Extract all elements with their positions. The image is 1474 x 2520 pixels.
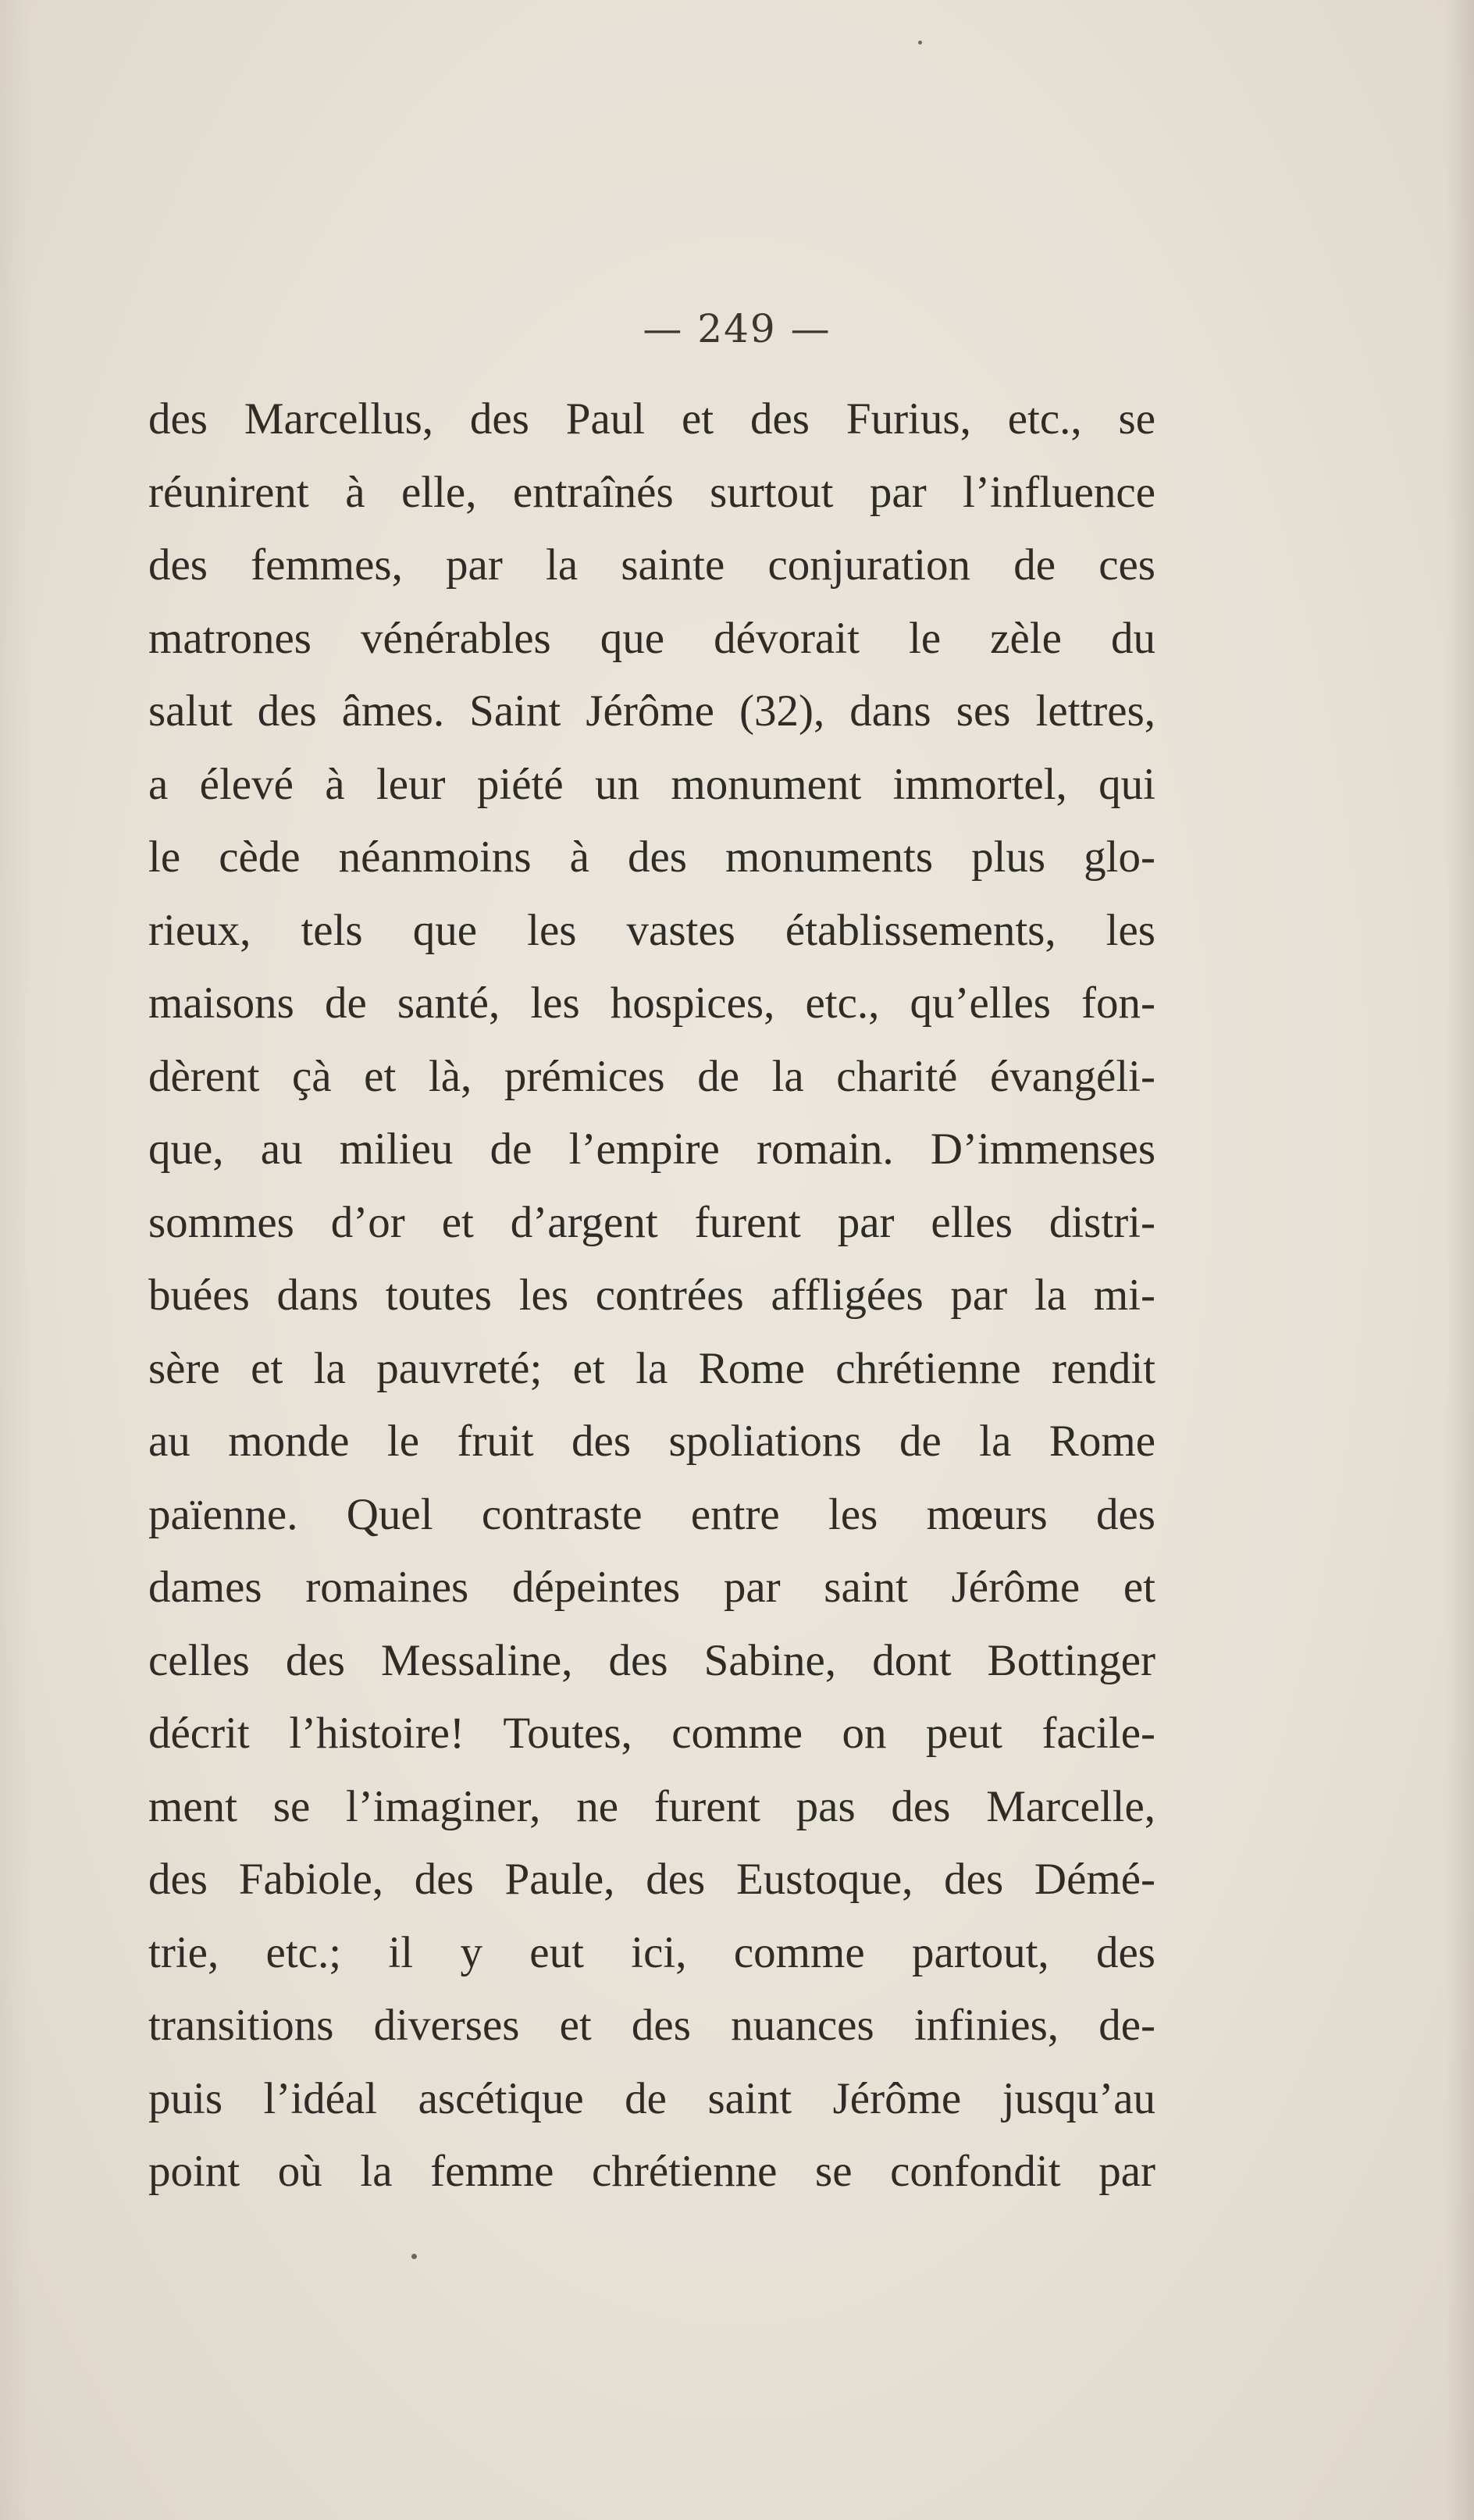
- page-edge-shade-left: [0, 0, 31, 2520]
- text-line-13: buées dans toutes les contrées affligées par la mi-: [148, 1271, 1155, 1320]
- text-line-5: salut des âmes. Saint Jérôme (32), dans ses lettres,: [148, 686, 1155, 736]
- text-line-1: des Marcellus, des Paul et des Furius, etc., se: [148, 394, 1155, 444]
- text-line-21: des Fabiole, des Paule, des Eustoque, des Démé-: [148, 1855, 1155, 1904]
- text-line-22: trie, etc.; il y eut ici, comme partout, des: [148, 1927, 1155, 1977]
- text-line-17: dames romaines dépeintes par saint Jérôme et: [148, 1563, 1155, 1612]
- text-line-3: des femmes, par la sainte conjuration de ces: [148, 540, 1155, 590]
- text-line-11: que, au milieu de l’empire romain. D’immenses: [148, 1125, 1155, 1174]
- text-line-18: celles des Messaline, des Sabine, dont Bottinger: [148, 1635, 1155, 1685]
- text-line-12: sommes d’or et d’argent furent par elles distri-: [148, 1197, 1155, 1247]
- paper-speck: [918, 41, 922, 45]
- text-line-19: décrit l’histoire! Toutes, comme on peut facile-: [148, 1709, 1155, 1758]
- text-line-15: au monde le fruit des spoliations de la Rome: [148, 1417, 1155, 1466]
- text-line-9: maisons de santé, les hospices, etc., qu’elles fon-: [148, 978, 1155, 1028]
- text-line-25: point où la femme chrétienne se confondit par: [148, 2147, 1155, 2196]
- body-text: [148, 383, 1155, 2208]
- page-number: — 249 —: [643, 306, 831, 351]
- text-line-4: matrones vénérables que dévorait le zèle du: [148, 613, 1155, 663]
- page-edge-shade-right: [1446, 0, 1474, 2520]
- text-line-16: païenne. Quel contraste entre les mœurs des: [148, 1489, 1155, 1539]
- text-line-8: rieux, tels que les vastes établissements, les: [148, 905, 1155, 955]
- text-line-10: dèrent çà et là, prémices de la charité évangéli-: [148, 1051, 1155, 1101]
- text-line-6: a élevé à leur piété un monument immortel, qui: [148, 759, 1155, 809]
- text-line-23: transitions diverses et des nuances infinies, de-: [148, 2001, 1155, 2050]
- text-line-2: réunirent à elle, entraînés surtout par l’influence: [148, 467, 1155, 517]
- paper-speck: [411, 2254, 417, 2259]
- text-line-7: le cède néanmoins à des monuments plus glo-: [148, 832, 1155, 882]
- text-line-24: puis l’idéal ascétique de saint Jérôme jusqu’au: [148, 2073, 1155, 2123]
- text-line-14: sère et la pauvreté; et la Rome chrétienne rendit: [148, 1343, 1155, 1393]
- text-line-20: ment se l’imaginer, ne furent pas des Marcelle,: [148, 1781, 1155, 1831]
